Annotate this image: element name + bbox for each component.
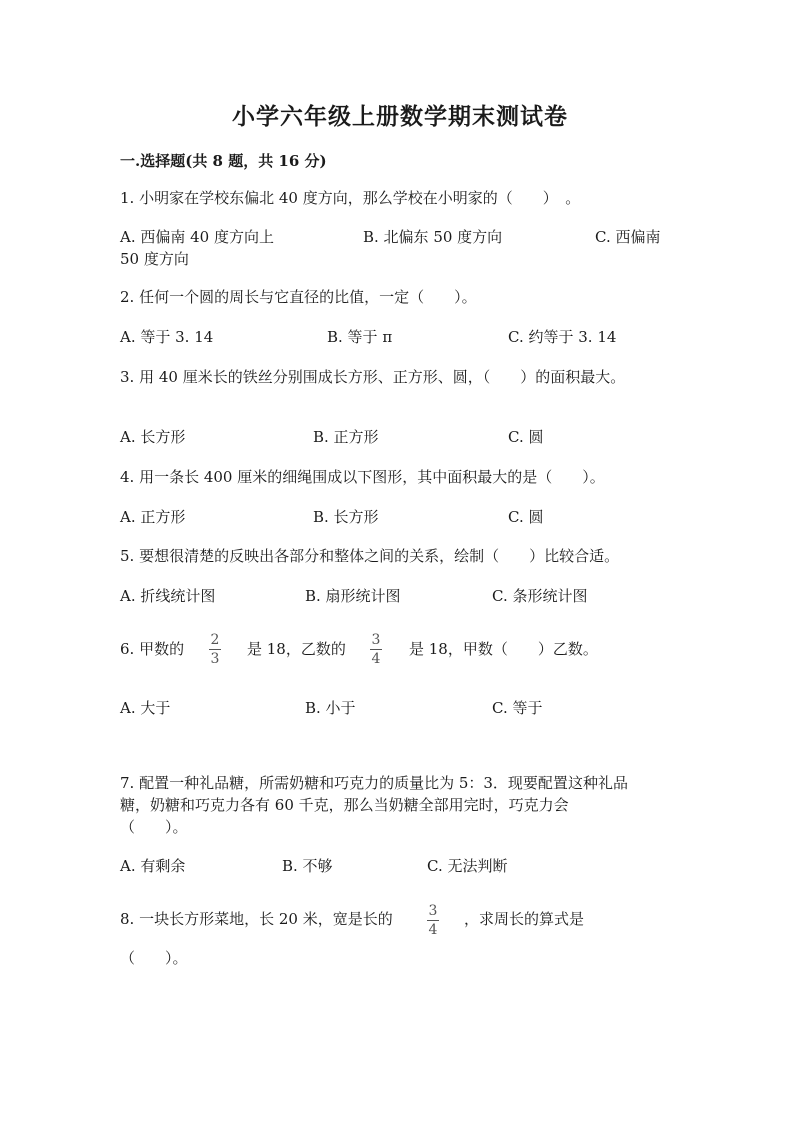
- fraction-bar: [209, 649, 221, 650]
- q4-option-a: A. 正方形: [120, 508, 186, 526]
- question-3: 3. 用 40 厘米长的铁丝分别围成长方形、正方形、圆，（ ）的面积最大。: [120, 368, 626, 386]
- q7-option-c: C. 无法判断: [427, 857, 508, 875]
- question-8-part-1: 8. 一块长方形菜地，长 20 米，宽是长的: [120, 910, 393, 928]
- fraction-bar: [427, 920, 439, 921]
- q4-option-c: C. 圆: [508, 508, 544, 526]
- fraction-denominator: 4: [371, 651, 381, 667]
- q1-option-b: B. 北偏东 50 度方向: [363, 228, 503, 246]
- fraction-two-thirds: [209, 632, 221, 667]
- question-2: 2. 任何一个圆的周长与它直径的比值，一定（ ）。: [120, 288, 477, 306]
- fraction-three-quarters: [370, 632, 382, 667]
- q3-option-b: B. 正方形: [313, 428, 379, 446]
- fraction-numerator: 3: [371, 632, 381, 648]
- q1-option-a: A. 西偏南 40 度方向上: [120, 228, 274, 246]
- q1-option-c: C. 西偏南: [595, 228, 661, 246]
- q5-option-c: C. 条形统计图: [492, 587, 588, 605]
- q4-option-b: B. 长方形: [313, 508, 379, 526]
- q7-option-b: B. 不够: [282, 857, 333, 875]
- page-title: 小学六年级上册数学期末测试卷: [232, 103, 568, 130]
- q1-option-c-cont: 50 度方向: [120, 250, 189, 268]
- question-4: 4. 用一条长 400 厘米的细绳围成以下图形，其中面积最大的是（ ）。: [120, 468, 605, 486]
- q3-option-c: C. 圆: [508, 428, 544, 446]
- question-8-part-2: ，求周长的算式是: [464, 910, 585, 928]
- question-6-part-2: 是 18，乙数的: [247, 640, 346, 658]
- question-8-line-2: （ ）。: [120, 949, 188, 967]
- fraction-three-quarters: [427, 903, 439, 938]
- question-5: 5. 要想很清楚的反映出各部分和整体之间的关系，绘制（ ）比较合适。: [120, 547, 620, 565]
- q2-option-b: B. 等于 π: [327, 328, 393, 346]
- q6-option-c: C. 等于: [492, 699, 543, 717]
- q7-option-a: A. 有剩余: [120, 857, 186, 875]
- question-6-part-3: 是 18，甲数（ ）乙数。: [409, 640, 598, 658]
- fraction-denominator: 4: [428, 922, 438, 938]
- question-7-line-1: 7. 配置一种礼品糖，所需奶糖和巧克力的质量比为 5：3．现要配置这种礼品: [120, 774, 628, 792]
- fraction-numerator: 2: [210, 632, 220, 648]
- question-7-line-3: （ ）。: [120, 818, 188, 836]
- question-1: 1. 小明家在学校东偏北 40 度方向，那么学校在小明家的（ ） 。: [120, 189, 581, 207]
- q6-option-a: A. 大于: [120, 699, 171, 717]
- section-heading: 一.选择题(共 8 题，共 16 分): [120, 152, 327, 170]
- q3-option-a: A. 长方形: [120, 428, 186, 446]
- q5-option-a: A. 折线统计图: [120, 587, 216, 605]
- q6-option-b: B. 小于: [305, 699, 356, 717]
- q5-option-b: B. 扇形统计图: [305, 587, 401, 605]
- q2-option-c: C. 约等于 3. 14: [508, 328, 617, 346]
- question-7-line-2: 糖，奶糖和巧克力各有 60 千克，那么当奶糖全部用完时，巧克力会: [120, 796, 569, 814]
- fraction-denominator: 3: [210, 651, 220, 667]
- question-6-part-1: 6. 甲数的: [120, 640, 185, 658]
- fraction-numerator: 3: [428, 903, 438, 919]
- fraction-bar: [370, 649, 382, 650]
- q2-option-a: A. 等于 3. 14: [120, 328, 214, 346]
